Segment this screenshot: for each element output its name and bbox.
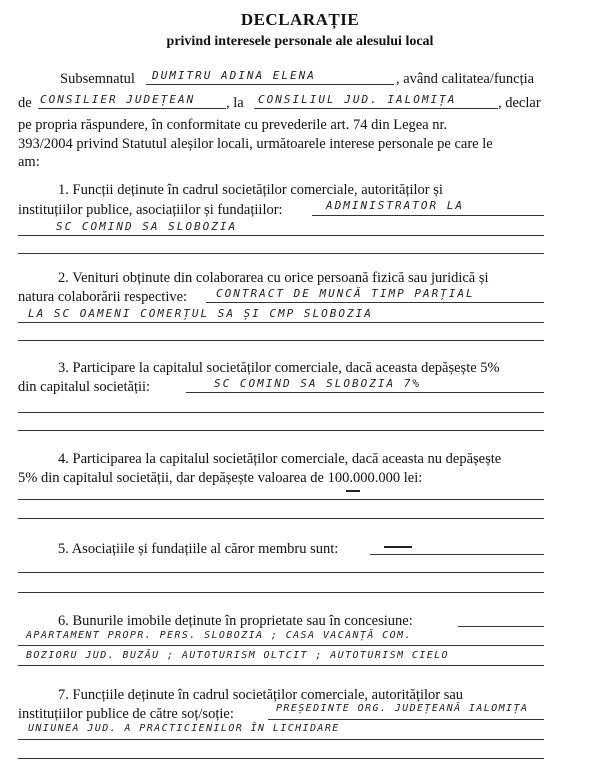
- intro-label-declar: , declar: [498, 95, 541, 111]
- institution-underline: [254, 108, 498, 109]
- section6-line1: [458, 626, 544, 627]
- intro-line5: am:: [18, 154, 40, 170]
- section1-line2: [18, 235, 544, 236]
- section1-handwritten-1: ADMINISTRATOR LA: [326, 199, 464, 212]
- section4-line2: [18, 518, 544, 519]
- section3-line3: [18, 430, 544, 431]
- section6-line2: [18, 645, 544, 646]
- section5-line3: [18, 592, 544, 593]
- section6-handwritten-1: APARTAMENT PROPR. PERS. SLOBOZIA ; CASA VACANȚĂ COM.: [26, 630, 412, 641]
- section6-heading: 6. Bunurile imobile deținute în proprietate sau în concesiune:: [58, 613, 413, 629]
- intro-label-calitate: , având calitatea/funcția: [396, 71, 535, 87]
- section1-heading: 1. Funcții deținute în cadrul societăților comerciale, autorităților și: [58, 182, 443, 198]
- section1-heading-cont: instituțiilor publice, asociațiilor și fundațiilor:: [18, 202, 283, 218]
- intro-line3: pe propria răspundere, în conformitate cu prevederile art. 74 din Legea nr.: [18, 117, 448, 133]
- section5-line1: [370, 554, 544, 555]
- section1-line1: [312, 215, 544, 216]
- section3-line1: [186, 392, 544, 393]
- section3-heading: 3. Participare la capitalul societăților comerciale, dacă aceasta depășește 5%: [58, 360, 500, 376]
- intro-label-la: , la: [226, 95, 244, 111]
- section5-none-dash: [384, 546, 412, 548]
- section2-handwritten-1: CONTRACT DE MUNCĂ TIMP PARȚIAL: [216, 287, 475, 300]
- section3-handwritten-1: SC COMIND SA SLOBOZIA 7%: [214, 377, 421, 390]
- name-underline: [146, 84, 394, 85]
- section1-handwritten-2: SC COMIND SA SLOBOZIA: [56, 220, 238, 233]
- section3-line2: [18, 412, 544, 413]
- document-title: DECLARAȚIE: [240, 10, 360, 29]
- section4-none-dash: [346, 490, 360, 492]
- intro-label-de: de: [18, 95, 32, 111]
- section2-line3: [18, 340, 544, 341]
- section3-heading-cont: din capitalul societății:: [18, 379, 151, 395]
- section7-line3: [18, 758, 544, 759]
- section7-heading-cont: instituțiilor publice de către soț/soție:: [18, 706, 234, 722]
- section5-heading: 5. Asociațiile și fundațiile al căror membru sunt:: [58, 541, 339, 557]
- handwritten-name: DUMITRU ADINA ELENA: [152, 69, 316, 82]
- section2-line1: [206, 302, 544, 303]
- section7-handwritten-1: PREȘEDINTE ORG. JUDEȚEANĂ IALOMIȚA: [276, 703, 529, 714]
- section6-handwritten-2: BOZIORU JUD. BUZĂU ; AUTOTURISM OLTCIT ; AUTOTURISM CIELO: [26, 650, 449, 661]
- handwritten-institution: CONSILIUL JUD. IALOMIȚA: [258, 93, 457, 106]
- intro-line4: 393/2004 privind Statutul aleșilor locali, următoarele interese personale pe care le: [18, 136, 493, 152]
- role-underline: [38, 108, 226, 109]
- section2-handwritten-2: LA SC OAMENI COMERȚUL SA ȘI CMP SLOBOZIA: [28, 307, 373, 320]
- section4-heading-cont: 5% din capitalul societății, dar depășește valoarea de 100.000.000 lei:: [18, 470, 423, 486]
- section7-line1: [268, 719, 544, 720]
- section1-line3: [18, 253, 544, 254]
- section2-line2: [18, 322, 544, 323]
- section4-heading: 4. Participarea la capitalul societăților comerciale, dacă aceasta nu depășește: [58, 451, 502, 467]
- section4-line1: [18, 499, 544, 500]
- handwritten-role: CONSILIER JUDEȚEAN: [40, 93, 196, 106]
- section7-handwritten-2: UNIUNEA JUD. A PRACTICIENILOR ÎN LICHIDARE: [28, 723, 340, 734]
- section7-heading: 7. Funcțiile deținute în cadrul societăților comerciale, autorităților sau: [58, 687, 464, 703]
- intro-label-subsemnatul: Subsemnatul: [60, 71, 135, 87]
- section2-heading-cont: natura colaborării respective:: [18, 289, 188, 305]
- section6-line3: [18, 665, 544, 666]
- section5-line2: [18, 572, 544, 573]
- section2-heading: 2. Venituri obținute din colaborarea cu orice persoană fizică sau juridică și: [58, 270, 489, 286]
- document-subtitle: privind interesele personale ale alesului local: [166, 34, 434, 49]
- section7-line2: [18, 739, 544, 740]
